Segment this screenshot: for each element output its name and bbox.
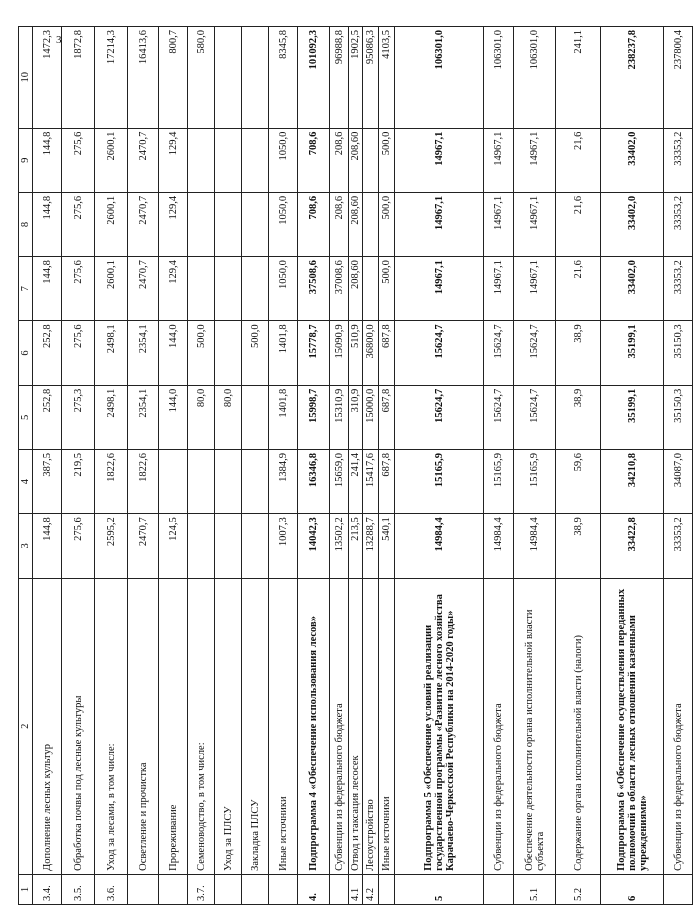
value-cell — [188, 514, 215, 578]
row-code: 5 — [395, 874, 484, 904]
value-cell: 37008,6 — [330, 257, 349, 321]
row-name: Подпрограмма 4 «Обеспечение использования лесов» — [298, 578, 330, 874]
table-row — [33, 27, 62, 905]
value-cell: 35150,3 — [664, 385, 693, 449]
value-cell: 510,9 — [349, 321, 363, 385]
value-cell: 21,6 — [556, 128, 601, 192]
value-cell — [242, 449, 269, 513]
column-number: 3 — [19, 514, 33, 578]
value-cell: 708,6 — [298, 192, 330, 256]
row-name: Субвенции из федерального бюджета — [664, 578, 693, 874]
value-cell: 500,0 — [242, 321, 269, 385]
table-row — [159, 27, 188, 905]
table-row — [242, 27, 269, 905]
value-cell: 687,8 — [379, 385, 395, 449]
value-cell: 14984,4 — [514, 514, 556, 578]
value-cell — [215, 128, 242, 192]
value-cell: 208,60 — [349, 128, 363, 192]
value-cell: 1050,0 — [269, 128, 298, 192]
value-cell: 33402,0 — [601, 192, 664, 256]
value-cell: 14967,1 — [484, 257, 514, 321]
row-code — [269, 874, 298, 904]
value-cell: 208,6 — [330, 128, 349, 192]
value-cell: 144,8 — [33, 128, 62, 192]
value-cell: 275,6 — [62, 257, 95, 321]
row-name: Прореживание — [159, 578, 188, 874]
budget-table — [18, 26, 693, 905]
value-cell: 1007,3 — [269, 514, 298, 578]
row-code — [242, 874, 269, 904]
value-cell: 275,6 — [62, 192, 95, 256]
value-cell: 275,6 — [62, 514, 95, 578]
row-name: Содержание органа исполнительной власти (налоги) — [556, 578, 601, 874]
value-cell: 124,5 — [159, 514, 188, 578]
value-cell: 2354,1 — [128, 321, 159, 385]
value-cell: 2470,7 — [128, 192, 159, 256]
row-code: 4.2 — [363, 874, 379, 904]
column-number: 10 — [19, 27, 33, 129]
value-cell: 275,6 — [62, 321, 95, 385]
value-cell: 38,9 — [556, 321, 601, 385]
value-cell — [363, 257, 379, 321]
value-cell: 15090,9 — [330, 321, 349, 385]
value-cell: 237800,4 — [664, 27, 693, 129]
row-code — [484, 874, 514, 904]
value-cell: 16346,8 — [298, 449, 330, 513]
value-cell: 2470,7 — [128, 257, 159, 321]
value-cell — [159, 449, 188, 513]
value-cell: 1050,0 — [269, 257, 298, 321]
value-cell: 14984,4 — [484, 514, 514, 578]
row-name: Обработка почвы под лесные культуры — [62, 578, 95, 874]
value-cell — [363, 128, 379, 192]
row-name: Субвенции из федерального бюджета — [330, 578, 349, 874]
value-cell: 144,0 — [159, 321, 188, 385]
value-cell: 500,0 — [188, 321, 215, 385]
row-name: Субвенции из федерального бюджета — [484, 578, 514, 874]
value-cell: 310,9 — [349, 385, 363, 449]
value-cell: 14984,4 — [395, 514, 484, 578]
value-cell: 38,9 — [556, 385, 601, 449]
row-code: 5.2 — [556, 874, 601, 904]
value-cell: 106301,0 — [514, 27, 556, 129]
row-name: Обеспечение деятельности органа исполнительной власти субъекта — [514, 578, 556, 874]
value-cell — [215, 321, 242, 385]
table-row — [484, 27, 514, 905]
value-cell: 35199,1 — [601, 385, 664, 449]
value-cell: 33402,0 — [601, 128, 664, 192]
row-code: 3.4. — [33, 874, 62, 904]
value-cell: 8345,8 — [269, 27, 298, 129]
value-cell: 80,0 — [215, 385, 242, 449]
row-code — [330, 874, 349, 904]
value-cell: 15624,7 — [395, 385, 484, 449]
table-row — [349, 27, 363, 905]
value-cell — [188, 128, 215, 192]
row-code: 6 — [601, 874, 664, 904]
value-cell: 219,5 — [62, 449, 95, 513]
row-code: 3.7. — [188, 874, 215, 904]
value-cell: 2600,1 — [95, 257, 128, 321]
value-cell: 17214,3 — [95, 27, 128, 129]
table-row — [601, 27, 664, 905]
value-cell: 106301,0 — [395, 27, 484, 129]
rotated-table-sheet — [18, 26, 684, 905]
value-cell: 252,8 — [33, 385, 62, 449]
table-row — [514, 27, 556, 905]
column-number: 2 — [19, 578, 33, 874]
value-cell — [242, 514, 269, 578]
row-code: 3.6. — [95, 874, 128, 904]
row-name: Семеноводство, в том числе: — [188, 578, 215, 874]
table-row — [62, 27, 95, 905]
value-cell: 33353,2 — [664, 192, 693, 256]
row-name: Отвод и таксация лесосек — [349, 578, 363, 874]
value-cell: 540,1 — [379, 514, 395, 578]
table-row — [395, 27, 484, 905]
value-cell: 15165,9 — [514, 449, 556, 513]
value-cell: 33353,2 — [664, 128, 693, 192]
value-cell: 59,6 — [556, 449, 601, 513]
value-cell: 80,0 — [188, 385, 215, 449]
value-cell: 1872,8 — [62, 27, 95, 129]
value-cell: 1384,9 — [269, 449, 298, 513]
value-cell: 15000,0 — [363, 385, 379, 449]
value-cell — [242, 192, 269, 256]
value-cell — [215, 27, 242, 129]
value-cell: 15417,6 — [363, 449, 379, 513]
value-cell: 16413,6 — [128, 27, 159, 129]
value-cell: 1401,8 — [269, 385, 298, 449]
column-number: 6 — [19, 321, 33, 385]
value-cell: 95086,3 — [363, 27, 379, 129]
row-name: Уход за лесами, в том числе: — [95, 578, 128, 874]
value-cell: 2354,1 — [128, 385, 159, 449]
row-code — [215, 874, 242, 904]
column-number: 1 — [19, 874, 33, 904]
row-name: Осветление и прочистка — [128, 578, 159, 874]
value-cell: 35199,1 — [601, 321, 664, 385]
value-cell: 687,8 — [379, 449, 395, 513]
table-row — [128, 27, 159, 905]
header-row — [19, 27, 33, 905]
value-cell: 1822,6 — [128, 449, 159, 513]
row-name: Уход за ПЛСУ — [215, 578, 242, 874]
table-row — [215, 27, 242, 905]
page-number: 3 — [56, 34, 62, 46]
value-cell: 14967,1 — [395, 192, 484, 256]
column-number: 5 — [19, 385, 33, 449]
value-cell: 14967,1 — [514, 128, 556, 192]
value-cell: 33353,2 — [664, 257, 693, 321]
value-cell: 500,0 — [379, 192, 395, 256]
value-cell: 21,6 — [556, 257, 601, 321]
value-cell: 15778,7 — [298, 321, 330, 385]
value-cell: 2498,1 — [95, 321, 128, 385]
value-cell: 144,8 — [33, 257, 62, 321]
value-cell: 15998,7 — [298, 385, 330, 449]
value-cell: 15310,9 — [330, 385, 349, 449]
value-cell: 213,5 — [349, 514, 363, 578]
value-cell: 208,60 — [349, 257, 363, 321]
column-number: 8 — [19, 192, 33, 256]
value-cell: 14967,1 — [395, 128, 484, 192]
value-cell: 33422,8 — [601, 514, 664, 578]
row-name: Иные источники — [269, 578, 298, 874]
value-cell: 36800,0 — [363, 321, 379, 385]
value-cell: 15165,9 — [484, 449, 514, 513]
row-name: Дополнение лесных культур — [33, 578, 62, 874]
table-row — [330, 27, 349, 905]
value-cell: 14967,1 — [395, 257, 484, 321]
value-cell: 252,8 — [33, 321, 62, 385]
table-row — [298, 27, 330, 905]
value-cell: 2595,2 — [95, 514, 128, 578]
value-cell: 34210,8 — [601, 449, 664, 513]
value-cell — [215, 449, 242, 513]
value-cell: 14967,1 — [484, 192, 514, 256]
row-code — [159, 874, 188, 904]
value-cell: 15624,7 — [395, 321, 484, 385]
value-cell: 13502,2 — [330, 514, 349, 578]
row-name: Лесоустройство — [363, 578, 379, 874]
value-cell — [242, 385, 269, 449]
table-row — [379, 27, 395, 905]
row-code: 5.1 — [514, 874, 556, 904]
table-row — [556, 27, 601, 905]
table-row — [188, 27, 215, 905]
value-cell: 38,9 — [556, 514, 601, 578]
column-number: 9 — [19, 128, 33, 192]
value-cell: 15624,7 — [514, 321, 556, 385]
value-cell: 708,6 — [298, 128, 330, 192]
value-cell: 238237,8 — [601, 27, 664, 129]
value-cell: 241,4 — [349, 449, 363, 513]
row-code — [664, 874, 693, 904]
value-cell: 129,4 — [159, 192, 188, 256]
value-cell — [242, 128, 269, 192]
value-cell: 1902,5 — [349, 27, 363, 129]
value-cell: 129,4 — [159, 128, 188, 192]
value-cell: 34087,0 — [664, 449, 693, 513]
value-cell: 208,60 — [349, 192, 363, 256]
value-cell — [215, 514, 242, 578]
value-cell: 144,0 — [159, 385, 188, 449]
value-cell: 580,0 — [188, 27, 215, 129]
value-cell: 241,1 — [556, 27, 601, 129]
value-cell: 14042,3 — [298, 514, 330, 578]
table-row — [664, 27, 693, 905]
column-number: 4 — [19, 449, 33, 513]
value-cell — [215, 192, 242, 256]
value-cell: 144,8 — [33, 192, 62, 256]
row-code: 4. — [298, 874, 330, 904]
column-number: 7 — [19, 257, 33, 321]
value-cell: 4103,5 — [379, 27, 395, 129]
row-name: Иные источники — [379, 578, 395, 874]
value-cell — [188, 449, 215, 513]
value-cell: 15624,7 — [514, 385, 556, 449]
value-cell: 1472,3 — [33, 27, 62, 129]
value-cell: 35150,3 — [664, 321, 693, 385]
value-cell: 1401,8 — [269, 321, 298, 385]
row-name: Подпрограмма 6 «Обеспечение осуществления переданных полномочий в области лесных отношений казенными учреждениями» — [601, 578, 664, 874]
value-cell: 1822,6 — [95, 449, 128, 513]
value-cell: 2600,1 — [95, 192, 128, 256]
value-cell: 14967,1 — [514, 192, 556, 256]
value-cell — [188, 192, 215, 256]
value-cell: 21,6 — [556, 192, 601, 256]
value-cell: 101092,3 — [298, 27, 330, 129]
value-cell: 14967,1 — [514, 257, 556, 321]
value-cell: 2600,1 — [95, 128, 128, 192]
value-cell: 33353,2 — [664, 514, 693, 578]
value-cell: 500,0 — [379, 128, 395, 192]
value-cell: 33402,0 — [601, 257, 664, 321]
value-cell: 144,8 — [33, 514, 62, 578]
value-cell: 37508,6 — [298, 257, 330, 321]
row-code: 4.1 — [349, 874, 363, 904]
value-cell: 14967,1 — [484, 128, 514, 192]
value-cell — [242, 27, 269, 129]
value-cell: 15624,7 — [484, 321, 514, 385]
value-cell — [363, 192, 379, 256]
value-cell — [215, 257, 242, 321]
value-cell: 800,7 — [159, 27, 188, 129]
value-cell — [242, 257, 269, 321]
row-code: 3.5. — [62, 874, 95, 904]
row-code — [379, 874, 395, 904]
table-row — [95, 27, 128, 905]
value-cell: 2470,7 — [128, 514, 159, 578]
value-cell: 15624,7 — [484, 385, 514, 449]
row-name: Закладка ПЛСУ — [242, 578, 269, 874]
value-cell: 387,5 — [33, 449, 62, 513]
table-row — [363, 27, 379, 905]
row-name: Подпрограмма 5 «Обеспечение условий реализации государственной программы «Развитие лесного хозяйства Карачаево-Черкесской Республики на 2014-2020 годы» — [395, 578, 484, 874]
value-cell: 275,3 — [62, 385, 95, 449]
value-cell — [188, 257, 215, 321]
value-cell: 2470,7 — [128, 128, 159, 192]
value-cell: 106301,0 — [484, 27, 514, 129]
value-cell: 687,8 — [379, 321, 395, 385]
value-cell: 1050,0 — [269, 192, 298, 256]
value-cell: 208,6 — [330, 192, 349, 256]
table-row — [269, 27, 298, 905]
row-code — [128, 874, 159, 904]
value-cell: 15165,9 — [395, 449, 484, 513]
value-cell: 15659,0 — [330, 449, 349, 513]
value-cell: 13288,7 — [363, 514, 379, 578]
value-cell: 275,6 — [62, 128, 95, 192]
value-cell: 500,0 — [379, 257, 395, 321]
value-cell: 2498,1 — [95, 385, 128, 449]
value-cell: 129,4 — [159, 257, 188, 321]
value-cell: 96988,8 — [330, 27, 349, 129]
